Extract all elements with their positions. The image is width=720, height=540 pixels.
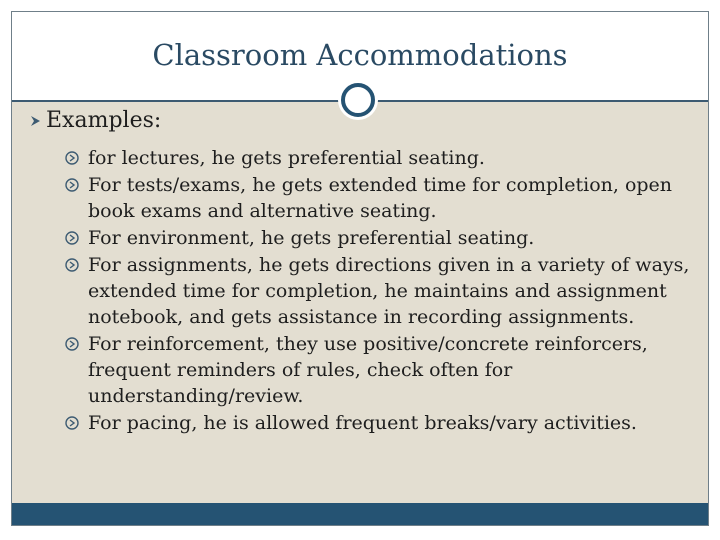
list-item: [62, 331, 702, 409]
list-item: [62, 252, 702, 330]
circle-arrow-bullet-icon: [64, 230, 80, 246]
footer-bar: [12, 503, 708, 525]
circle-arrow-bullet-icon: [64, 415, 80, 431]
slide: [11, 11, 709, 526]
section-heading: Examples:: [46, 108, 162, 133]
list-item-text: For pacing, he is allowed frequent breaks/vary activities.: [88, 412, 637, 434]
circle-arrow-bullet-icon: [64, 257, 80, 273]
circle-arrow-bullet-icon: [64, 336, 80, 352]
bullet-list: [62, 145, 702, 437]
list-item-text: For assignments, he gets directions given in a variety of ways, extended time for completion, he maintains and assignment notebook, and gets assistance in recording assignments.: [88, 254, 690, 328]
list-item-text: For tests/exams, he gets extended time for completion, open book exams and alternative seating.: [88, 174, 673, 222]
slide-title: Classroom Accommodations: [152, 38, 568, 72]
circle-arrow-bullet-icon: [64, 177, 80, 193]
circle-arrow-bullet-icon: [64, 150, 80, 166]
arrow-bullet-icon: [28, 113, 44, 129]
list-item-text: For reinforcement, they use positive/concrete reinforcers, frequent reminders of rules, check often for understanding/review.: [88, 333, 648, 407]
ring-icon: [335, 77, 381, 123]
list-item: [62, 172, 702, 224]
list-item-text: for lectures, he gets preferential seating.: [88, 147, 485, 169]
list-item: [62, 410, 702, 436]
list-item-text: For environment, he gets preferential seating.: [88, 227, 535, 249]
list-item: [62, 225, 702, 251]
heading-line: [28, 108, 161, 133]
list-item: [62, 145, 702, 171]
